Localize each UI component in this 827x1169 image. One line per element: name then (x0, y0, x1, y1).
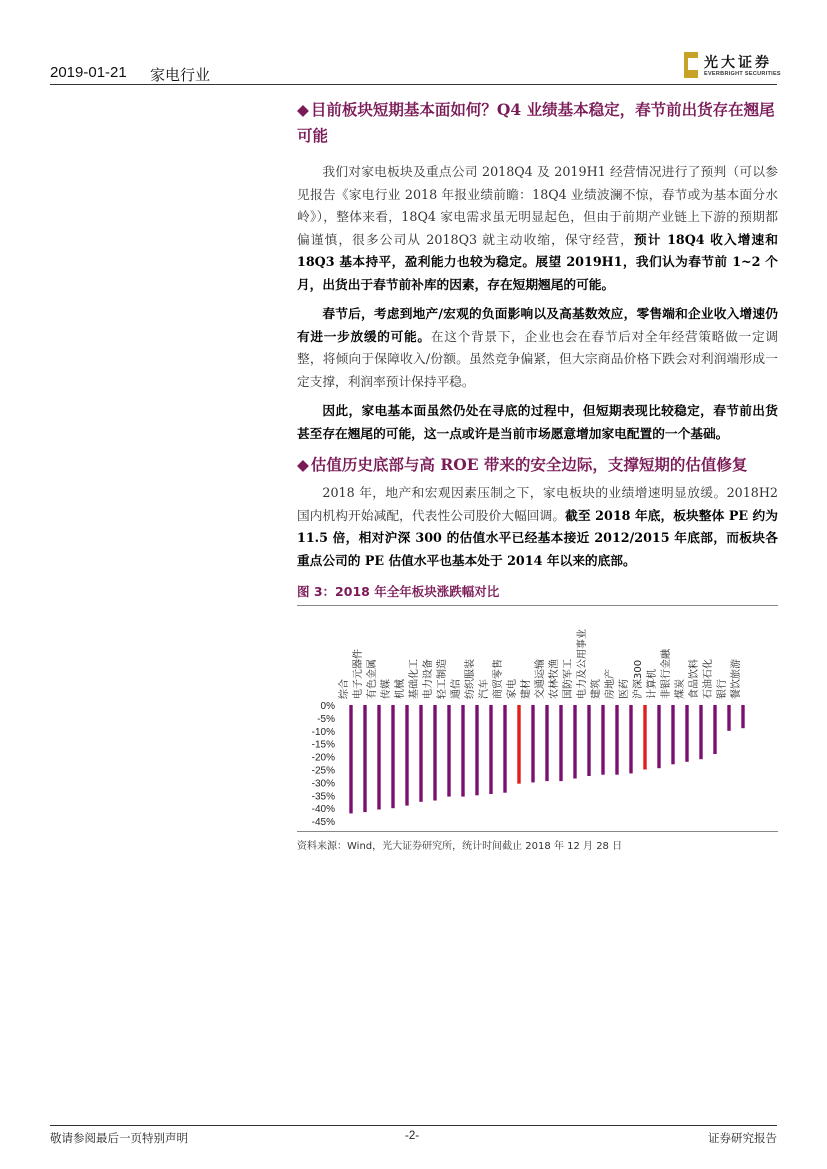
bar (713, 705, 716, 754)
paragraph-emphasis: 春节后，考虑到地产/宏观的负面影响以及高基数效应，零售端和企业收入增速仍有进一步放缓的可能。 (297, 306, 778, 344)
paragraph (297, 400, 778, 445)
category-label: 交通运输 (535, 659, 546, 699)
category-label: 农林牧渔 (549, 659, 560, 699)
bar (447, 705, 450, 797)
bar (657, 705, 660, 768)
diamond-bullet-icon: ◆ (297, 455, 309, 474)
section-heading-fundamentals (297, 97, 778, 149)
category-label: 机械 (395, 679, 406, 699)
paragraph (297, 482, 778, 572)
bar (573, 705, 576, 779)
category-label: 电子元器件 (353, 649, 364, 699)
category-label: 食品饮料 (689, 659, 700, 699)
y-tick-label: -5% (317, 713, 335, 725)
section-heading-text: 目前板块短期基本面如何？Q4 业绩基本稳定，春节前出货存在翘尾可能 (297, 100, 775, 145)
category-label: 银行 (717, 679, 728, 699)
logo-text-en: EVERBRIGHT SECURITIES (704, 71, 781, 77)
category-label: 餐饮旅游 (731, 659, 742, 699)
page-number: -2- (405, 1130, 420, 1142)
footer-divider (50, 1125, 777, 1126)
paragraph-text: 我们对家电板块及重点公司 2018Q4 及 2019H1 经营情况进行了预判（可以参见报告《家电行业 2018 年报业绩前瞻：18Q4 业绩波澜不惊，春节或为基本面分水岭》），整体来看，18Q4 家电需求虽无明显起色，但由于前期产业链上下游的预期都偏谨慎，很多公司从 2018Q3 就主动收缩，保守经营， (297, 164, 778, 247)
bar (643, 705, 646, 770)
y-tick-label: -45% (311, 817, 335, 829)
bar (727, 705, 730, 731)
company-logo (684, 52, 780, 80)
bar (503, 705, 506, 793)
bar (615, 705, 618, 775)
category-label: 沪深300 (633, 659, 644, 699)
category-label: 建材 (521, 679, 532, 699)
bar (489, 705, 492, 794)
category-label: 煤炭 (675, 679, 686, 699)
paragraph (297, 161, 778, 296)
figure-source: 资料来源：Wind，光大证券研究所，统计时间截止 2018 年 12 月 28 日 (297, 841, 623, 852)
section-heading-valuation (297, 452, 778, 478)
footer-disclaimer: 敬请参阅最后一页特别声明 (50, 1131, 188, 1145)
category-label: 医药 (619, 679, 630, 699)
bar-chart (297, 606, 778, 831)
bar (363, 705, 366, 812)
category-label: 基础化工 (409, 659, 420, 699)
bar (545, 705, 548, 781)
category-label: 轻工制造 (437, 659, 448, 699)
paragraph (297, 303, 778, 393)
y-tick-label: -40% (311, 804, 335, 816)
figure-title: 图 3：2018 年全年板块涨跌幅对比 (297, 584, 500, 599)
paragraph-emphasis: 预计 18Q4 收入增速和 18Q3 基本持平，盈利能力也较为稳定。展望 2019H1，我们认为春节前 1~2 个月，出货出于春节前补库的因素，存在短期翘尾的可能。 (297, 231, 778, 292)
y-tick-label: -20% (311, 752, 335, 764)
bar (377, 705, 380, 810)
category-label: 石油石化 (703, 659, 714, 699)
y-tick-label: -15% (311, 739, 335, 751)
bar (629, 705, 632, 773)
category-label: 非银行金融 (661, 649, 672, 699)
category-label: 房地产 (605, 669, 616, 699)
y-tick-label: -30% (311, 778, 335, 790)
report-date: 2019-01-21 (50, 64, 127, 81)
industry-label: 家电行业 (150, 66, 211, 84)
category-label: 国防军工 (563, 659, 574, 699)
category-label: 传媒 (381, 679, 392, 699)
category-label: 计算机 (647, 669, 658, 699)
bar (685, 705, 688, 762)
bar (531, 705, 534, 782)
paragraph-text: 在这个背景下，企业也会在春节后对全年经营策略做一定调整，将倾向于保障收入/份额。虽然竞争偏紧，但大宗商品价格下跌会对利润端形成一定支撑，利润率预计保持平稳。 (297, 328, 779, 389)
y-tick-label: -35% (311, 791, 335, 803)
category-label: 纺织服装 (465, 659, 476, 699)
section-heading-text: 估值历史底部与高 ROE 带来的安全边际，支撑短期的估值修复 (310, 455, 748, 474)
footer-report-type: 证券研究报告 (708, 1131, 777, 1145)
paragraph-text: 2018 年，地产和宏观因素压制之下，家电板块的业绩增速明显放缓。2018H2 国内机构开始减配，代表性公司股价大幅回调。 (297, 485, 778, 523)
category-label: 电力及公用事业 (577, 629, 588, 699)
category-label: 建筑 (591, 679, 602, 699)
category-label: 电力设备 (423, 659, 434, 699)
paragraph-emphasis: 因此，家电基本面虽然仍处在寻底的过程中，但短期表现比较稳定，春节前出货甚至存在翘尾的可能，这一点或许是当前市场愿意增加家电配置的一个基础。 (297, 403, 778, 441)
bar (349, 705, 352, 813)
bar (559, 705, 562, 781)
category-label: 综合 (339, 679, 350, 699)
bar (475, 705, 478, 795)
logo-mark-icon (684, 52, 698, 78)
bar (517, 705, 520, 784)
y-tick-label: -25% (311, 765, 335, 777)
diamond-bullet-icon: ◆ (297, 100, 309, 119)
y-tick-label: -10% (311, 726, 335, 738)
bar (419, 705, 422, 802)
category-label: 通信 (451, 679, 462, 699)
category-label: 汽车 (479, 679, 490, 699)
bar (433, 705, 436, 801)
bar (461, 705, 464, 797)
category-label: 家电 (507, 679, 518, 699)
bar (671, 705, 674, 764)
bar (741, 705, 744, 728)
bar (587, 705, 590, 776)
logo-text-cn: 光大证券 (704, 55, 772, 71)
chart-svg (297, 606, 778, 831)
bar (391, 705, 394, 808)
bar (405, 705, 408, 806)
bar (601, 705, 604, 775)
y-tick-label: 0% (320, 701, 335, 712)
category-label: 有色金属 (367, 659, 378, 699)
category-label: 商贸零售 (493, 659, 504, 699)
figure-bottom-divider (297, 831, 778, 832)
header-divider (50, 84, 777, 85)
main-content (297, 97, 778, 852)
bar (699, 705, 702, 759)
paragraph-emphasis: 截至 2018 年底，板块整体 PE 约为 11.5 倍，相对沪深 300 的估值水平已经基本接近 2012/2015 年底部，而板块各重点公司的 PE 估值水平也基本处于 2014 年以来的底部。 (297, 507, 778, 568)
